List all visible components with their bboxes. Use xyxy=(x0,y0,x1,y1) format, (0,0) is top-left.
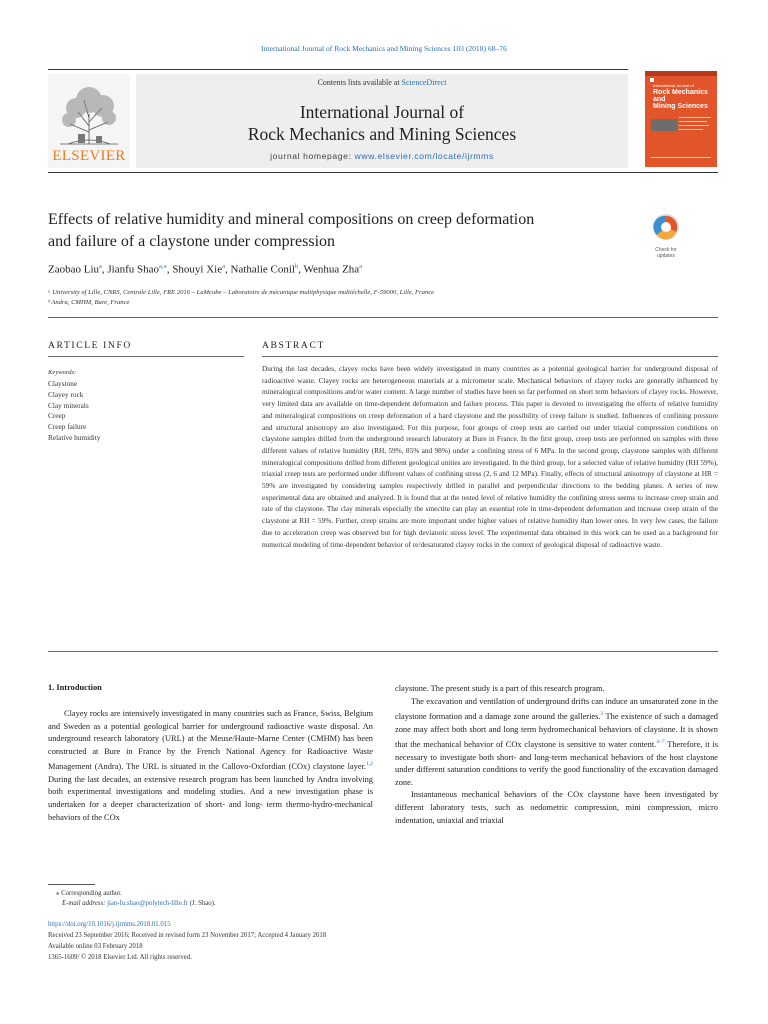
section-rule xyxy=(48,317,718,318)
intro-paragraph-1 xyxy=(48,708,373,824)
available-online: Available online 03 February 2018 xyxy=(48,943,143,950)
check-for-line1: Check for xyxy=(655,247,677,253)
keyword-item: Relative humidity xyxy=(48,432,101,442)
cover-line4: Mining Sciences xyxy=(653,103,708,110)
affiliation-a: ᵃ University of Lille, CNRS, Centrale Lille, FRE 2016 – LaMcube – Laboratoire de mécanique multiphysique multiéchelle, F-59000, Lille, France xyxy=(48,289,435,296)
abstract-text: During the last decades, clayey rocks have been widely investigated in many countries as a potential geological barrier for underground disposal of radioactive waste. Clayey rocks are heterogeneous materials at a micrometer scale. Mechanical behaviors of clayey rocks are generally influenced by mineralogical compositions and/or water content. A large number of studies have been so far performed on short term behaviors of clayey rocks. However, very limited data are available on time-dependent deformation and failure process. This paper is devoted to investigating the effects of relative humidity and mineralogical compositions on creep deformation of a hard claystone and the possibility of creep failure is studied. Influences of confining pressure and structural anisotropy are also investigated. For this purpose, four groups of creep tests are carried out under triaxial compression conditions on claystone samples drilled from the underground research laboratory at Bure in France. In the first group, creep tests are performed on samples with three different values of relative humidity (RH, 59%, 85% and 98%) under a confining stress of 6 MPa. In the second group, claystone samples with different mineralogical compositions drilled from different geological unities are investigated. In the third group, for a selected value of relative humidity (RH 59%), triaxial creep tests are performed under different values of confining stress (2, 6 and 12 MPa). Finally, effects of structural anisotropy of claystone at HR = 59% are investigated by considering samples respectively drilled in parallel and perpendicular directions to the bedding planes. A series of new experimental data are obtained and analyzed. It is found that at the tested level of relative humidity the confining stress seems to increase creep strain and rate of the claystone. The clay minerals especially the smectite can play an essential role in time-dependent deformation and increase creep strain of the claystone at RH = 59%. Further, creep strains are more important under higher values of relative humidity than lower ones. In very few cases, the failure due to acceleration creep was observed but for high deviatoric stress level. The experimental data obtained in this work can be used as a background for numerical modeling of time-dependent behavior of re/desaturated clayey rocks in the context of geological disposal of radioactive waste. xyxy=(262,364,718,549)
left-column xyxy=(48,708,373,824)
intro-paragraph-3: Instantaneous mechanical behaviors of the COx claystone have been investigated by different laboratory tests, such as oedometric compression, mini compression, micro indentation, uniaxial and triaxial xyxy=(395,790,718,825)
doi-link[interactable] xyxy=(48,921,171,928)
keyword-item: Clayey rock xyxy=(48,389,84,399)
paragraph-text: The existence of such a damaged zone may affect both short and long term hydromechanical behaviors of claystone. It is shown that the mechanical behavior of COx claystone is sensitive to water content. xyxy=(395,711,718,749)
keyword-item: Claystone xyxy=(48,379,78,388)
check-for-updates-icon xyxy=(645,213,687,243)
author-name[interactable]: Zaobao Liu xyxy=(48,263,100,276)
abstract-bottom-rule xyxy=(48,651,718,652)
author-name[interactable]: Shouyi Xie xyxy=(172,263,223,276)
keywords-list xyxy=(48,379,101,444)
contents-line xyxy=(136,78,628,87)
homepage-prefix: journal homepage: xyxy=(270,151,355,161)
reference-link[interactable]: 4–7 xyxy=(656,739,665,746)
author-separator: , xyxy=(166,263,173,276)
author-name[interactable]: Jianfu Shao xyxy=(107,263,160,276)
article-info-heading: ARTICLE INFO xyxy=(48,340,132,351)
copyright-line: 1365-1609/ © 2018 Elsevier Ltd. All rights reserved. xyxy=(48,954,192,961)
reference-link[interactable]: 3 xyxy=(600,711,604,718)
journal-cover-thumbnail[interactable] xyxy=(645,71,717,167)
author-separator: , xyxy=(225,263,231,276)
author-affiliation-mark[interactable]: b xyxy=(294,263,299,270)
keyword-item: Creep xyxy=(48,411,66,421)
email-note xyxy=(62,900,216,907)
email-suffix: (J. Shao). xyxy=(188,900,216,907)
email-link[interactable]: jian-fu.shao@polytech-lille.fr xyxy=(107,900,189,907)
journal-title-line2: Rock Mechanics and Mining Sciences xyxy=(247,124,517,144)
homepage-link[interactable]: www.elsevier.com/locate/ijrmms xyxy=(354,151,494,161)
article-title-line2: and failure of a claystone under compression xyxy=(48,233,336,250)
author-affiliation-mark[interactable]: a,⁎ xyxy=(159,263,167,270)
masthead-bottom-rule xyxy=(48,172,718,173)
abstract-heading: ABSTRACT xyxy=(262,340,325,351)
author-name[interactable]: Nathalie Conil xyxy=(230,263,295,276)
cover-line1: International Journal of xyxy=(653,83,694,88)
article-info-rule xyxy=(48,356,244,357)
contents-prefix: Contents lists available at xyxy=(317,78,402,87)
article-title xyxy=(48,209,638,253)
author-separator: , xyxy=(101,263,108,276)
journal-title-line1: International Journal of xyxy=(299,102,465,122)
reference-link[interactable]: 1,2 xyxy=(366,761,373,768)
introduction-heading: 1. Introduction xyxy=(48,683,102,692)
sciencedirect-link[interactable]: ScienceDirect xyxy=(401,78,447,87)
journal-citation-link[interactable]: International Journal of Rock Mechanics and Mining Sciences 103 (2018) 68–76 xyxy=(261,44,507,53)
author-affiliation-mark[interactable]: a xyxy=(222,263,226,270)
paragraph-text: Therefore, it is necessary to investigate both short- and long-term mechanical behaviors of the host claystone under different saturation conditions to verify the good functionality of the excavation damaged zone. xyxy=(395,739,718,787)
cover-line2: Rock Mechanics xyxy=(653,89,708,96)
affiliation-b: ᵇ Andra, CMHM, Bure, France xyxy=(48,299,130,306)
intro-paragraph-1-cont: claystone. The present study is a part of this research program. xyxy=(395,684,605,693)
author-affiliation-mark[interactable]: a xyxy=(99,263,102,270)
paragraph-text: Clayey rocks are intensively investigated in many countries such as France, Swiss, Belgium and Sweden as a potential geological barrier for underground radioactive waste disposal. An underground research laboratory (URL) at the Meuse/Haute-Marne Center (CMHM) has been constructed at Bure in France by the French National Agency for Radioactive Waste Management (Andra). The URL is situated in the Callovo-Oxfordian (COx) claystone layer. xyxy=(48,709,373,772)
keyword-item: Clay minerals xyxy=(48,400,89,410)
keyword-item: Creep failure xyxy=(48,422,87,432)
paragraph-text: During the last decades, an extensive research program has been launched by Andra involving both experimental investigations and modeling studies. And a new investigation phase is undertaken for a deeper characterization of short- and long- term thermo-hydro-mechanical behaviors of the COx xyxy=(48,774,373,822)
right-column xyxy=(395,683,718,827)
article-title-line1: Effects of relative humidity and mineral compositions on creep deformation xyxy=(48,211,535,228)
doi-text[interactable]: https://doi.org/10.1016/j.ijrmms.2018.01.015 xyxy=(48,921,171,928)
keywords-label: Keywords: xyxy=(48,369,77,376)
author-separator: , xyxy=(298,263,304,276)
check-for-updates-button[interactable] xyxy=(645,213,687,257)
check-for-line2: updates xyxy=(657,252,675,259)
author-name[interactable]: Wenhua Zha xyxy=(303,263,360,276)
email-label: E-mail address: xyxy=(62,900,108,907)
abstract-rule xyxy=(262,356,718,357)
footnote-rule xyxy=(48,884,95,885)
journal-homepage xyxy=(136,151,628,161)
author-affiliation-mark[interactable]: a xyxy=(359,263,363,270)
received-dates: Received 23 September 2016; Received in revised form 23 November 2017; Accepted 4 January 2018 xyxy=(48,932,327,939)
cover-line3: and xyxy=(653,96,666,103)
publisher-name: ELSEVIER xyxy=(52,148,126,164)
journal-title xyxy=(136,101,628,145)
author-list xyxy=(48,262,362,276)
intro-paragraph-2 xyxy=(395,696,718,790)
corresponding-author-note: ⁎ Corresponding author. xyxy=(56,890,122,897)
paragraph-text: The excavation and ventilation of underground drifts can induce an unsaturated zone in the claystone formation and a damage zone around the galleries. xyxy=(395,696,718,721)
